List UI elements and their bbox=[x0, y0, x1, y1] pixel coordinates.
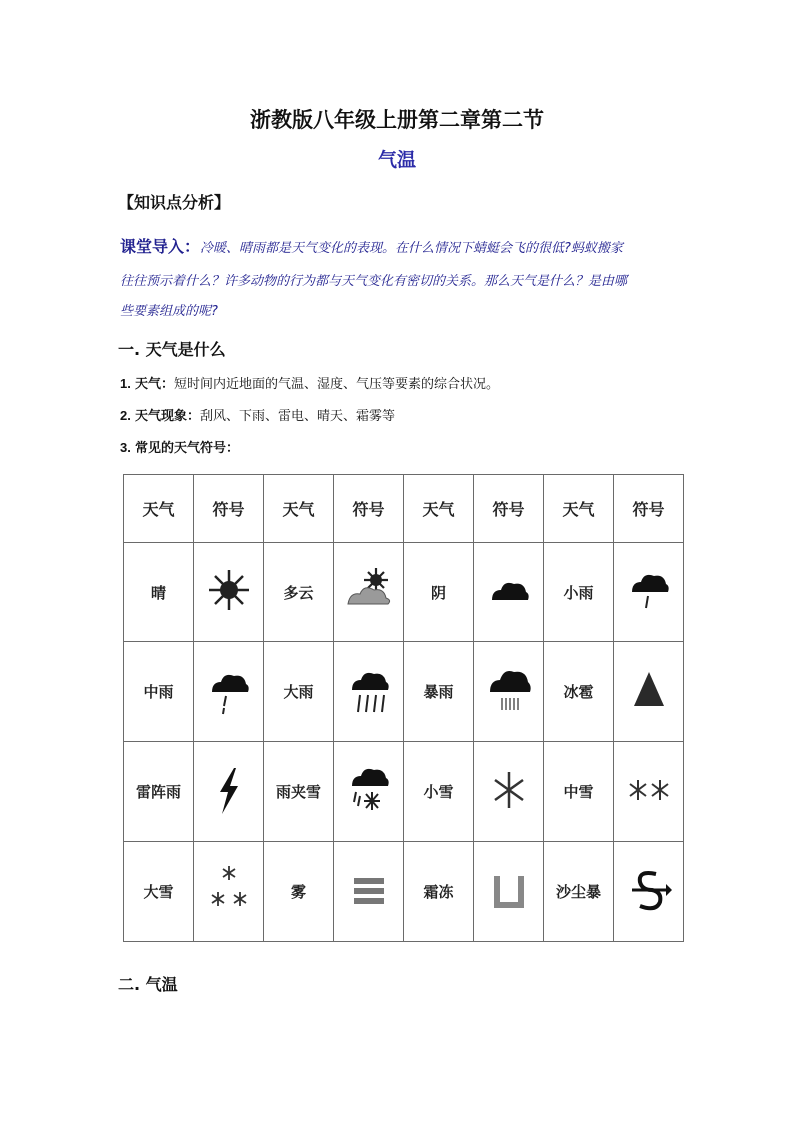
item-label: 天气： bbox=[134, 377, 174, 392]
weather-name-cell: 大雪 bbox=[124, 842, 194, 942]
table-row bbox=[124, 742, 684, 842]
intro-label: 课堂导入： bbox=[120, 237, 201, 256]
weather-name-cell: 中雪 bbox=[544, 742, 614, 842]
symbol-cell bbox=[334, 542, 404, 642]
heavy-snow-icon bbox=[206, 862, 252, 918]
weather-name-cell: 中雨 bbox=[124, 642, 194, 742]
lightning-icon bbox=[206, 762, 252, 818]
table-header-cell: 符号 bbox=[474, 475, 544, 543]
table-row bbox=[124, 642, 684, 742]
weather-name-cell: 雨夹雪 bbox=[264, 742, 334, 842]
table-header-cell: 天气 bbox=[404, 475, 474, 543]
table-header-cell: 天气 bbox=[264, 475, 334, 543]
weather-symbol-table bbox=[123, 474, 684, 942]
symbol-cell bbox=[194, 542, 264, 642]
table-row bbox=[124, 842, 684, 942]
list-item bbox=[120, 437, 239, 456]
list-item bbox=[120, 405, 395, 424]
light-rain-icon bbox=[626, 562, 672, 618]
hail-icon bbox=[626, 662, 672, 718]
symbol-cell bbox=[334, 742, 404, 842]
frost-icon bbox=[486, 862, 532, 918]
item-number: 3. bbox=[120, 440, 131, 455]
rainstorm-icon bbox=[486, 662, 532, 718]
fog-icon bbox=[346, 862, 392, 918]
symbol-cell bbox=[334, 642, 404, 742]
item-text: 短时间内近地面的气温、湿度、气压等要素的综合状况。 bbox=[174, 377, 500, 392]
table-header-row bbox=[124, 475, 684, 543]
section-heading-2: 二. 气温 bbox=[118, 975, 178, 994]
sleet-icon bbox=[346, 762, 392, 818]
weather-name-cell: 霜冻 bbox=[404, 842, 474, 942]
knowledge-heading: 【知识点分析】 bbox=[118, 193, 231, 212]
heavy-rain-icon bbox=[346, 662, 392, 718]
weather-name-cell: 雾 bbox=[264, 842, 334, 942]
weather-name-cell: 暴雨 bbox=[404, 642, 474, 742]
moderate-rain-icon bbox=[206, 662, 252, 718]
table-header-cell: 符号 bbox=[194, 475, 264, 543]
item-label: 天气现象： bbox=[134, 409, 200, 424]
table-header-cell: 天气 bbox=[124, 475, 194, 543]
item-text: 刮风、下雨、雷电、晴天、霜雾等 bbox=[200, 409, 396, 424]
weather-name-cell: 冰雹 bbox=[544, 642, 614, 742]
section-heading-1: 一. 天气是什么 bbox=[118, 340, 226, 359]
symbol-cell bbox=[614, 642, 684, 742]
sun-icon bbox=[206, 562, 252, 618]
weather-name-cell: 晴 bbox=[124, 542, 194, 642]
symbol-cell bbox=[194, 742, 264, 842]
table-row bbox=[124, 542, 684, 642]
item-number: 2. bbox=[120, 408, 131, 423]
list-item bbox=[120, 373, 499, 392]
table-header-cell: 符号 bbox=[614, 475, 684, 543]
item-label: 常见的天气符号： bbox=[134, 441, 239, 456]
symbol-cell bbox=[194, 842, 264, 942]
weather-name-cell: 多云 bbox=[264, 542, 334, 642]
weather-name-cell: 小雨 bbox=[544, 542, 614, 642]
intro-line-3: 些要素组成的呢? bbox=[120, 304, 218, 319]
symbol-cell bbox=[614, 542, 684, 642]
symbol-cell bbox=[614, 742, 684, 842]
symbol-cell bbox=[474, 542, 544, 642]
weather-name-cell: 大雨 bbox=[264, 642, 334, 742]
item-number: 1. bbox=[120, 376, 131, 391]
sandstorm-icon bbox=[626, 862, 672, 918]
weather-name-cell: 雷阵雨 bbox=[124, 742, 194, 842]
weather-name-cell: 沙尘暴 bbox=[544, 842, 614, 942]
intro-line-1 bbox=[120, 234, 685, 257]
symbol-cell bbox=[614, 842, 684, 942]
symbol-cell bbox=[334, 842, 404, 942]
intro-line-2: 往往预示着什么？许多动物的行为都与天气变化有密切的关系。那么天气是什么？是由哪 bbox=[120, 274, 628, 289]
table-header-cell: 天气 bbox=[544, 475, 614, 543]
page-title: 浙教版八年级上册第二章第二节 bbox=[250, 107, 544, 132]
moderate-snow-icon bbox=[626, 762, 672, 818]
symbol-cell bbox=[474, 742, 544, 842]
symbol-cell bbox=[194, 642, 264, 742]
intro-text-1: 冷暖、晴雨都是天气变化的表现。在什么情况下蜻蜓会飞的很低?蚂蚁搬家 bbox=[200, 241, 623, 256]
overcast-icon bbox=[486, 562, 532, 618]
symbol-cell bbox=[474, 842, 544, 942]
partly-cloudy-icon bbox=[346, 562, 392, 618]
weather-name-cell: 阴 bbox=[404, 542, 474, 642]
light-snow-icon bbox=[486, 762, 532, 818]
symbol-cell bbox=[474, 642, 544, 742]
page-subtitle: 气温 bbox=[377, 149, 416, 171]
table-header-cell: 符号 bbox=[334, 475, 404, 543]
weather-name-cell: 小雪 bbox=[404, 742, 474, 842]
